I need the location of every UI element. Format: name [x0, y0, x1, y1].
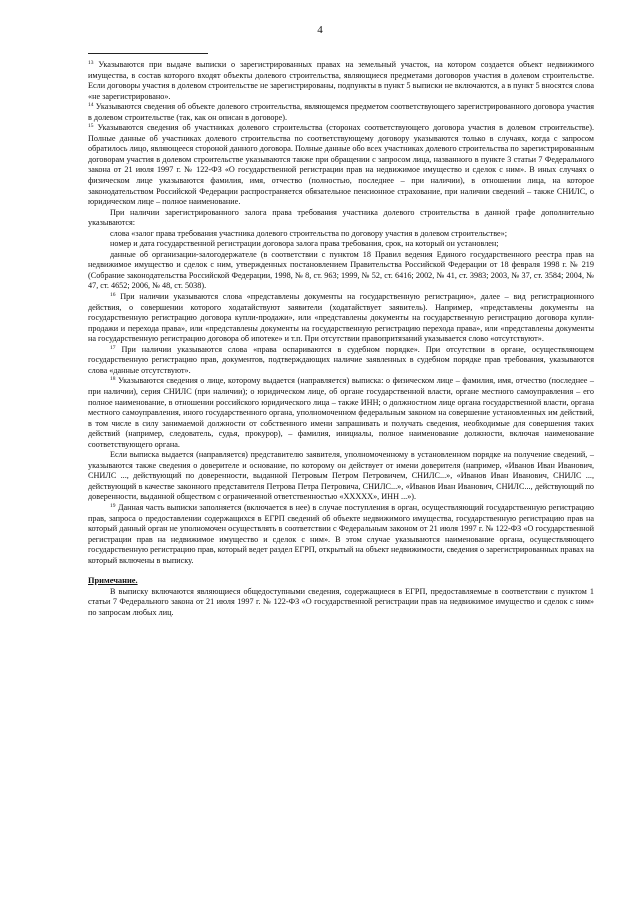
footnote-text: Указываются сведения о лице, которому выдается (направляется) выписка: о физическом лице – фамилия, имя, отчество (последнее – при наличии), серия СНИЛС (при наличии); о юридическом лице, об органе государственной власти, органе местного самоуправления – его полное наименование, в отношении российского юридического лица – также ИНН; о должностном лице органа государственной власти, органа местного самоуправления, иного государственного органа, уполномоченном федеральным законом на совершение установленных им действий, в том числе в силу занимаемой должности от собственного имени запрашивать и получать сведения, необходимые для совершения таких действий (например, следователь, судья, прокурор), – фамилия, инициалы, полное наименование должности, включая наименование соответствующего органа. [88, 376, 595, 449]
footnote-14 [88, 102, 594, 123]
footnote-17 [88, 345, 594, 377]
note-heading: Примечание. [88, 576, 138, 586]
footnote-text: Указываются сведения об участниках долевого строительства (сторонах соответствующего договора участия в долевом строительстве). Полные данные об участниках долевого строительства по соответствующему договору указываются только в случаях, когда с запросом обратилось лицо, являющееся стороной данного договора. Полные данные обо всех участниках долевого строительства по зарегистрированным договорам участия в долевом строительстве указываются также при обращении с запросом лица, названного в пункте 3 статьи 7 Федерального закона от 21 июля 1997 г. № 122-ФЗ «О государственной регистрации прав на недвижимое имущество и сделок с ним». В иных случаях о физическом лице указываются фамилия, имя, отчество (полностью, последнее – при наличии), в отношении лица, на которое законодательством Российской Федерации распространяется обязательное пенсионное страхование, при наличии сведений – также СНИЛС, о юридическом лице – полное наименование. [88, 123, 595, 207]
footnote-marker: 15 [88, 123, 94, 130]
footnote-paragraph [88, 239, 594, 250]
footnote-paragraph [88, 208, 594, 229]
page-number: 4 [317, 24, 323, 36]
footnote-marker: 16 [110, 292, 116, 299]
footnote-separator [88, 53, 208, 54]
footnote-text: При наличии указываются слова «права оспариваются в судебном порядке». При отсутствии в органе, осуществляющем государственную регистрацию прав, документов, подтверждающих наличие заявленных в судебном порядке прав требования, указываются слова «данные отсутствуют». [88, 344, 594, 375]
footnote-text: номер и дата государственной регистрации договора залога права требования, срок, на который он установлен; [110, 239, 499, 249]
footnote-13 [88, 60, 594, 102]
footnote-text: слова «залог права требования участника долевого строительства по договору участия в долевом строительстве»; [110, 228, 508, 238]
footnote-marker: 14 [88, 102, 94, 109]
footnote-19 [88, 503, 594, 566]
footnote-paragraph [88, 250, 594, 292]
footnote-15 [88, 123, 594, 207]
footnote-text: При наличии указываются слова «представлены документы на государственную регистрацию», далее – вид регистрационного действия, о совершении которого ходатайствуют заявители (ходатайствует заявитель). Например, «представлены документы на государственную регистрацию договора купли-продажи», или «представлены документы на государственную регистрацию договора купли-продажи и перехода права», или «представлены документы на государственную регистрацию перехода права», или «представлены документы на государственную регистрацию договора об ипотеке» и т.п. При отсутствии правопритязаний указывается слово «отсутствуют». [88, 292, 594, 344]
footnotes-section [88, 60, 594, 618]
footnote-marker: 13 [88, 60, 94, 66]
footnote-text: Данная часть выписки заполняется (включается в нее) в случае поступления в орган, осуществляющий государственную регистрацию прав, запроса о предоставлении содержащихся в ЕГРП сведений об объекте недвижимого имущества, государственную регистрацию прав на который данный орган не уполномочен осуществлять в соответствии с Федеральным законом от 21 июля 1997 г. № 122-ФЗ «О государственной регистрации прав на недвижимое имущество и сделок с ним». В этом случае указываются наименование органа, осуществляющего государственную регистрацию прав, который ведет раздел ЕГРП, открытый на объект недвижимости, сведения о зарегистрированных правах на который включены в выписку. [88, 502, 595, 565]
footnote-paragraph [88, 229, 594, 240]
footnote-text: данные об организации-залогодержателе (в соответствии с пунктом 18 Правил ведения Единого государственного реестра прав на недвижимое имущество и сделок с ним, утвержденных постановлением Правительства Российской Федерации от 18 февраля 1998 г. № 219 (Собрание законодательства Российской Федерации, 1998, № 8, ст. 963; 1999, № 52, ст. 6416; 2002, № 41, ст. 3983; 2003, № 37, ст. 3584; 2004, № 47, ст. 4652; 2006, № 48, ст. 5038). [88, 249, 594, 291]
footnote-text: Указываются сведения об объекте долевого строительства, являющемся предметом соответствующего зарегистрированного договора участия в долевом строительстве (так, как он описан в договоре). [88, 102, 595, 122]
footnote-marker: 17 [110, 344, 116, 351]
note-text: В выписку включаются являющиеся общедоступными сведения, содержащиеся в ЕГРП, предоставляемые в соответствии с пунктом 1 статьи 7 Федерального закона от 21 июля 1997 г. № 122-ФЗ «О государственной регистрации прав на недвижимое имущество и сделок с ним» по запросам любых лиц. [88, 586, 594, 617]
footnote-marker: 19 [110, 502, 116, 509]
footnote-16 [88, 292, 594, 345]
footnote-marker: 18 [110, 376, 116, 383]
footnote-text: Если выписка выдается (направляется) представителю заявителя, уполномоченному в установленном порядке на получение сведений, – указываются также сведения о доверителе и основание, по которому он действует от имени доверителя (например, «Иванов Иван Иванович, СНИЛС ..., действующий по доверенности, выданной Петровым Петром Петровичем, СНИЛС...», «Иванов Иван Иванович, СНИЛС ..., действующий в качестве законного представителя Петрова Петра Петровича, СНИЛС...», «Иванов Иван Иванович, СНИЛС..., действующий по доверенности, выданной обществом с ограниченной ответственностью «XXXXX», ИНН ...»). [88, 450, 594, 502]
footnote-paragraph [88, 450, 594, 503]
footnote-list [88, 60, 594, 566]
footnote-18 [88, 376, 594, 450]
footnote-text: При наличии зарегистрированного залога права требования участника долевого строительства в данной графе дополнительно указываются: [88, 207, 594, 228]
footnote-text: Указываются при выдаче выписки о зарегистрированных правах на земельный участок, на котором создается объект недвижимого имущества, в состав которого входят объекты долевого строительства, являющиеся предметами договоров участия в долевом строительстве. Если договоры участия в долевом строительстве не зарегистрированы, подпункты в пункт 5 выписки не включаются, а в пункт 5 вносятся слова «не зарегистрировано». [88, 60, 594, 101]
